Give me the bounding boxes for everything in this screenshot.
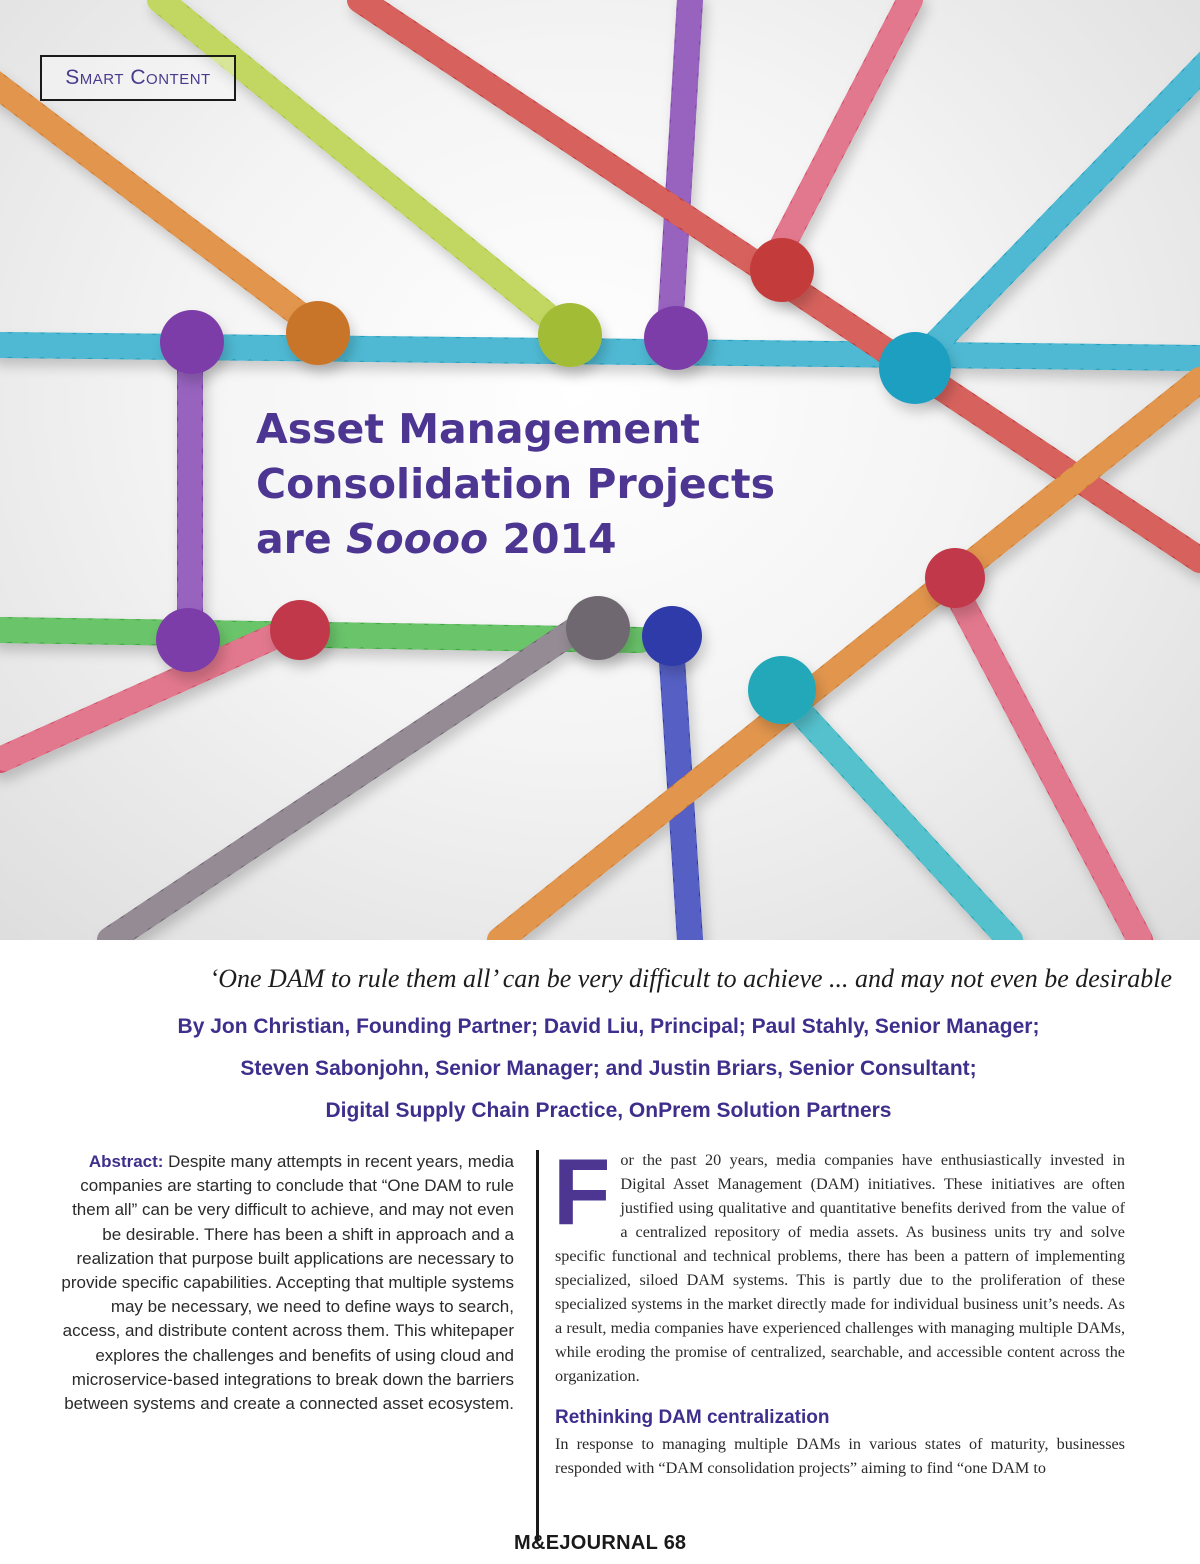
page-number: 68 bbox=[663, 1532, 686, 1554]
headline-line-1: Asset Management bbox=[256, 405, 701, 453]
page-footer bbox=[0, 1532, 1200, 1555]
column-divider bbox=[536, 1150, 539, 1540]
article-para-2: In response to managing multiple DAMs in various states of maturity, businesses responded with “DAM consolidation projects” aiming to find “one DAM to bbox=[555, 1435, 1125, 1477]
byline-line-1: By Jon Christian, Founding Partner; David Liu, Principal; Paul Stahly, Senior Manager; bbox=[177, 1015, 1040, 1038]
article-body bbox=[553, 1139, 1125, 1480]
headline-line-3-italic: Soooo bbox=[345, 515, 489, 563]
headline-line-3-prefix: are bbox=[256, 515, 346, 563]
headline-line-2: Consolidation Projects bbox=[256, 460, 776, 508]
article-intro-text: or the past 20 years, media companies have enthusiastically invested in Digital Asset Management (DAM) initiatives. These initiatives are often justified using qualitative and quantitative benefits derived from the value of a centralized repository of media assets. As business units try and solve specific functional and technical problems, there has been a pattern of implementing specialized, siloed DAM systems. This is partly due to the proliferation of these specialized systems in the market directly made for individual business unit’s needs. As a result, media companies have experienced challenges with managing multiple DAMs, while eroding the promise of centralized, searchable, and accessible content across the organization. bbox=[555, 1151, 1125, 1385]
abstract-text: Despite many attempts in recent years, media companies are starting to conclude that “One DAM to rule them all” can be very difficult to achieve, and may not even be desirable. There has been a shift in approach and a realization that purpose built applications are necessary to provide specific capabilities. Accepting that multiple systems may be necessary, we need to define ways to search, access, and distribute content across them. This whitepaper explores the challenges and benefits of using cloud and microservice-based integrations to break down the barriers between systems and create a connected asset ecosystem. bbox=[61, 1152, 514, 1414]
section-tag: Smart Content bbox=[40, 55, 236, 101]
article-intro bbox=[553, 1139, 1125, 1388]
headline-line-3 bbox=[256, 512, 896, 567]
headline-line-3-suffix: 2014 bbox=[488, 515, 617, 563]
abstract-lead: Abstract: bbox=[88, 1152, 164, 1171]
byline-line-3: Digital Supply Chain Practice, OnPrem Solution Partners bbox=[325, 1099, 892, 1122]
deck: ‘One DAM to rule them all’ can be very difficult to achieve ... and may not even be desirable bbox=[209, 964, 1172, 993]
article-subhead: Rethinking DAM centralization bbox=[555, 1407, 830, 1428]
abstract bbox=[60, 1150, 514, 1416]
byline-line-2: Steven Sabonjohn, Senior Manager; and Justin Briars, Senior Consultant; bbox=[240, 1057, 977, 1080]
drop-cap: F bbox=[553, 1139, 611, 1244]
headline bbox=[256, 402, 896, 567]
byline bbox=[0, 1006, 1200, 1132]
journal-name: M&EJOURNAL bbox=[514, 1532, 659, 1554]
